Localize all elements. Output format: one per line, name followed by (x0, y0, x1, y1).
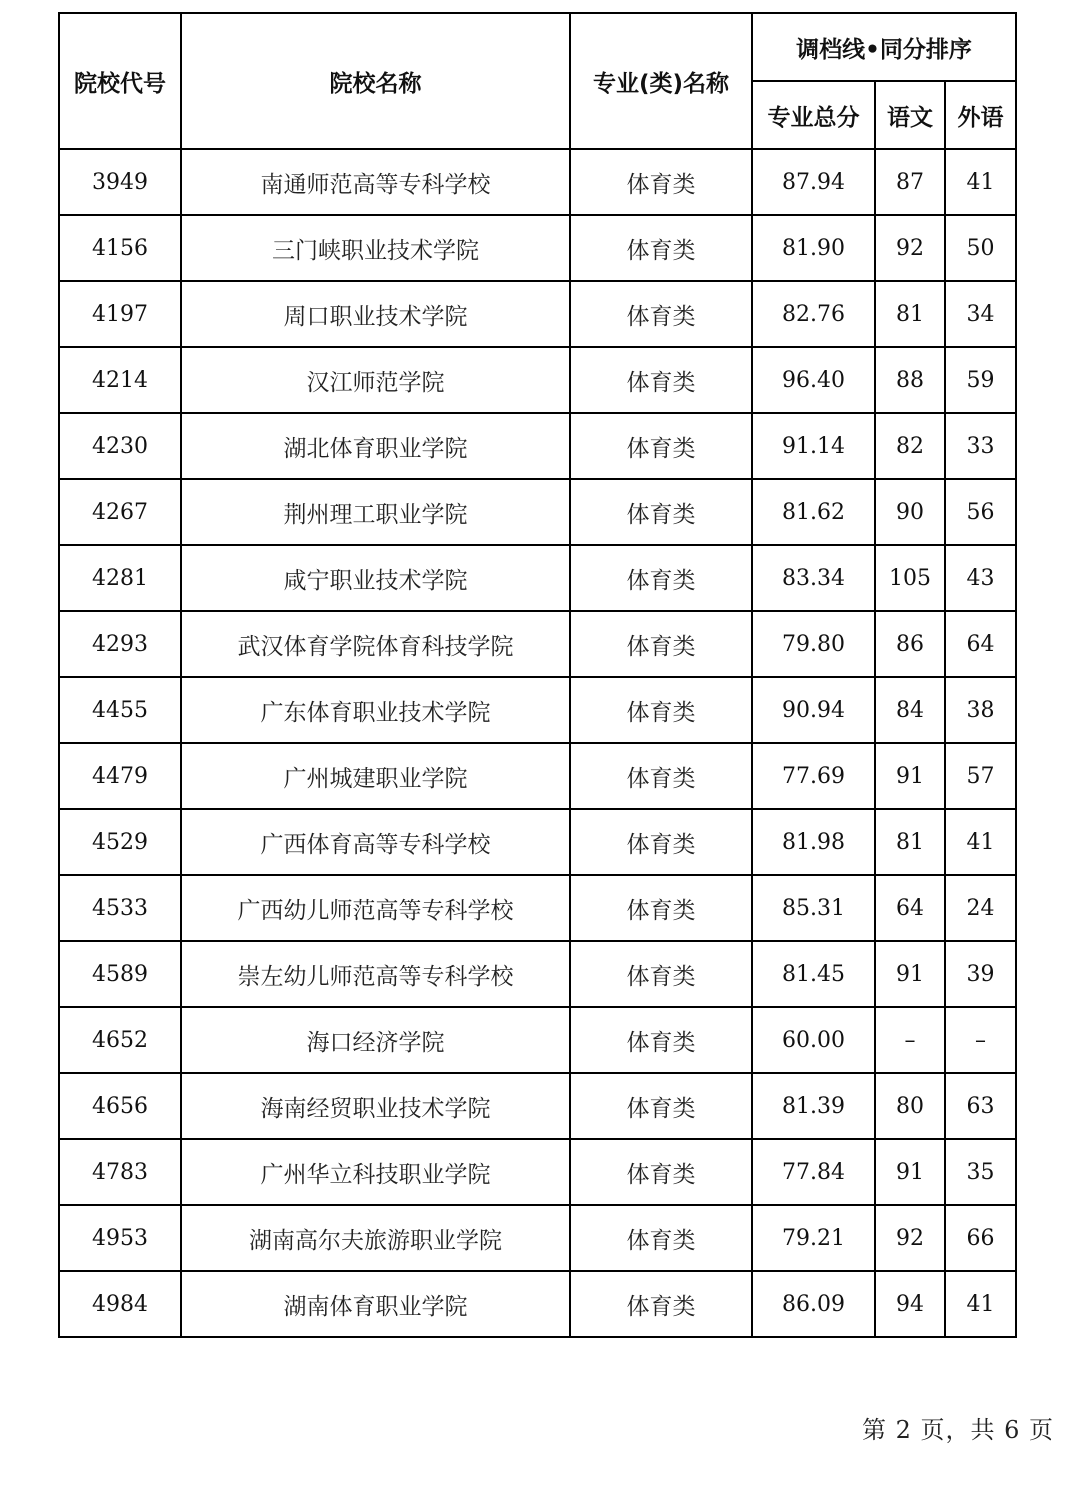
cell-total-score: 81.62 (752, 479, 875, 545)
cell-major-name: 体育类 (570, 677, 752, 743)
cell-foreign-score: 24 (945, 875, 1016, 941)
cell-school-name: 广西幼儿师范高等专科学校 (181, 875, 570, 941)
cell-school-code: 4529 (59, 809, 181, 875)
cell-chinese-score: 94 (875, 1271, 945, 1337)
cell-foreign-score: 50 (945, 215, 1016, 281)
cell-total-score: 60.00 (752, 1007, 875, 1073)
cell-major-name: 体育类 (570, 479, 752, 545)
header-major-name: 专业(类)名称 (570, 13, 752, 149)
cell-major-name: 体育类 (570, 149, 752, 215)
cell-school-name: 周口职业技术学院 (181, 281, 570, 347)
cell-chinese-score: – (875, 1007, 945, 1073)
cell-school-code: 4984 (59, 1271, 181, 1337)
header-chinese: 语文 (875, 81, 945, 149)
table-row (59, 347, 1016, 413)
cell-school-name: 广州华立科技职业学院 (181, 1139, 570, 1205)
cell-chinese-score: 88 (875, 347, 945, 413)
header-school-code: 院校代号 (59, 13, 181, 149)
table-row (59, 611, 1016, 677)
cell-total-score: 81.39 (752, 1073, 875, 1139)
cell-school-code: 4214 (59, 347, 181, 413)
cell-school-name: 三门峡职业技术学院 (181, 215, 570, 281)
cell-major-name: 体育类 (570, 875, 752, 941)
cell-chinese-score: 82 (875, 413, 945, 479)
cell-major-name: 体育类 (570, 1007, 752, 1073)
cell-chinese-score: 84 (875, 677, 945, 743)
cell-school-name: 海南经贸职业技术学院 (181, 1073, 570, 1139)
cell-foreign-score: 35 (945, 1139, 1016, 1205)
cell-chinese-score: 105 (875, 545, 945, 611)
cell-total-score: 81.90 (752, 215, 875, 281)
cell-school-name: 南通师范高等专科学校 (181, 149, 570, 215)
cell-school-code: 4230 (59, 413, 181, 479)
cell-school-code: 4455 (59, 677, 181, 743)
cell-school-name: 广西体育高等专科学校 (181, 809, 570, 875)
cell-school-code: 4197 (59, 281, 181, 347)
cell-total-score: 81.98 (752, 809, 875, 875)
cell-foreign-score: 41 (945, 1271, 1016, 1337)
cell-foreign-score: 34 (945, 281, 1016, 347)
cell-major-name: 体育类 (570, 809, 752, 875)
cell-chinese-score: 92 (875, 1205, 945, 1271)
table-row (59, 809, 1016, 875)
table-row (59, 215, 1016, 281)
cell-total-score: 96.40 (752, 347, 875, 413)
cell-chinese-score: 91 (875, 941, 945, 1007)
cell-school-code: 4652 (59, 1007, 181, 1073)
cell-school-code: 3949 (59, 149, 181, 215)
cell-school-name: 湖南高尔夫旅游职业学院 (181, 1205, 570, 1271)
cell-school-name: 广东体育职业技术学院 (181, 677, 570, 743)
header-total-score: 专业总分 (752, 81, 875, 149)
cell-foreign-score: 59 (945, 347, 1016, 413)
cell-total-score: 91.14 (752, 413, 875, 479)
table-row (59, 1271, 1016, 1337)
cell-total-score: 79.80 (752, 611, 875, 677)
cell-school-code: 4479 (59, 743, 181, 809)
table-row (59, 413, 1016, 479)
cell-school-code: 4953 (59, 1205, 181, 1271)
cell-chinese-score: 90 (875, 479, 945, 545)
cell-foreign-score: 38 (945, 677, 1016, 743)
page-number-text: 第 2 页，共 6 页 (861, 1416, 1054, 1444)
table-row (59, 1007, 1016, 1073)
cell-school-name: 湖北体育职业学院 (181, 413, 570, 479)
cell-total-score: 90.94 (752, 677, 875, 743)
cell-school-code: 4156 (59, 215, 181, 281)
cell-school-code: 4783 (59, 1139, 181, 1205)
cell-chinese-score: 92 (875, 215, 945, 281)
cell-major-name: 体育类 (570, 941, 752, 1007)
header-foreign-language: 外语 (945, 81, 1016, 149)
table-row (59, 1139, 1016, 1205)
cell-foreign-score: 63 (945, 1073, 1016, 1139)
cell-school-name: 海口经济学院 (181, 1007, 570, 1073)
cell-major-name: 体育类 (570, 545, 752, 611)
table-row (59, 743, 1016, 809)
cell-foreign-score: 66 (945, 1205, 1016, 1271)
cell-major-name: 体育类 (570, 611, 752, 677)
header-school-name: 院校名称 (181, 13, 570, 149)
cell-chinese-score: 81 (875, 809, 945, 875)
cell-foreign-score: – (945, 1007, 1016, 1073)
cell-foreign-score: 43 (945, 545, 1016, 611)
cell-school-code: 4267 (59, 479, 181, 545)
admission-table (58, 12, 1017, 1338)
cell-major-name: 体育类 (570, 1205, 752, 1271)
table-row (59, 1205, 1016, 1271)
cell-major-name: 体育类 (570, 1271, 752, 1337)
cell-chinese-score: 86 (875, 611, 945, 677)
cell-major-name: 体育类 (570, 1139, 752, 1205)
cell-school-name: 武汉体育学院体育科技学院 (181, 611, 570, 677)
cell-total-score: 83.34 (752, 545, 875, 611)
cell-total-score: 86.09 (752, 1271, 875, 1337)
cell-school-name: 崇左幼儿师范高等专科学校 (181, 941, 570, 1007)
cell-chinese-score: 64 (875, 875, 945, 941)
cell-major-name: 体育类 (570, 1073, 752, 1139)
cell-school-code: 4533 (59, 875, 181, 941)
cell-total-score: 85.31 (752, 875, 875, 941)
cell-major-name: 体育类 (570, 215, 752, 281)
cell-total-score: 79.21 (752, 1205, 875, 1271)
table-row (59, 875, 1016, 941)
table-row (59, 149, 1016, 215)
cell-school-code: 4656 (59, 1073, 181, 1139)
header-score-group: 调档线•同分排序 (752, 13, 1016, 81)
cell-major-name: 体育类 (570, 281, 752, 347)
cell-total-score: 81.45 (752, 941, 875, 1007)
cell-foreign-score: 64 (945, 611, 1016, 677)
table-body (59, 149, 1016, 1337)
cell-total-score: 87.94 (752, 149, 875, 215)
table-row (59, 941, 1016, 1007)
cell-school-name: 荆州理工职业学院 (181, 479, 570, 545)
cell-chinese-score: 80 (875, 1073, 945, 1139)
cell-chinese-score: 91 (875, 743, 945, 809)
table-row (59, 545, 1016, 611)
table-row (59, 677, 1016, 743)
cell-major-name: 体育类 (570, 347, 752, 413)
cell-school-name: 咸宁职业技术学院 (181, 545, 570, 611)
cell-foreign-score: 56 (945, 479, 1016, 545)
cell-foreign-score: 57 (945, 743, 1016, 809)
cell-total-score: 82.76 (752, 281, 875, 347)
cell-major-name: 体育类 (570, 413, 752, 479)
cell-school-code: 4589 (59, 941, 181, 1007)
cell-school-name: 汉江师范学院 (181, 347, 570, 413)
cell-school-code: 4293 (59, 611, 181, 677)
cell-chinese-score: 81 (875, 281, 945, 347)
cell-foreign-score: 41 (945, 809, 1016, 875)
page-number (862, 1410, 1054, 1445)
cell-chinese-score: 91 (875, 1139, 945, 1205)
cell-school-code: 4281 (59, 545, 181, 611)
cell-school-name: 广州城建职业学院 (181, 743, 570, 809)
cell-chinese-score: 87 (875, 149, 945, 215)
table-row (59, 1073, 1016, 1139)
cell-foreign-score: 39 (945, 941, 1016, 1007)
table-row (59, 281, 1016, 347)
cell-major-name: 体育类 (570, 743, 752, 809)
cell-school-name: 湖南体育职业学院 (181, 1271, 570, 1337)
cell-foreign-score: 33 (945, 413, 1016, 479)
cell-total-score: 77.69 (752, 743, 875, 809)
cell-total-score: 77.84 (752, 1139, 875, 1205)
cell-foreign-score: 41 (945, 149, 1016, 215)
table-row (59, 479, 1016, 545)
